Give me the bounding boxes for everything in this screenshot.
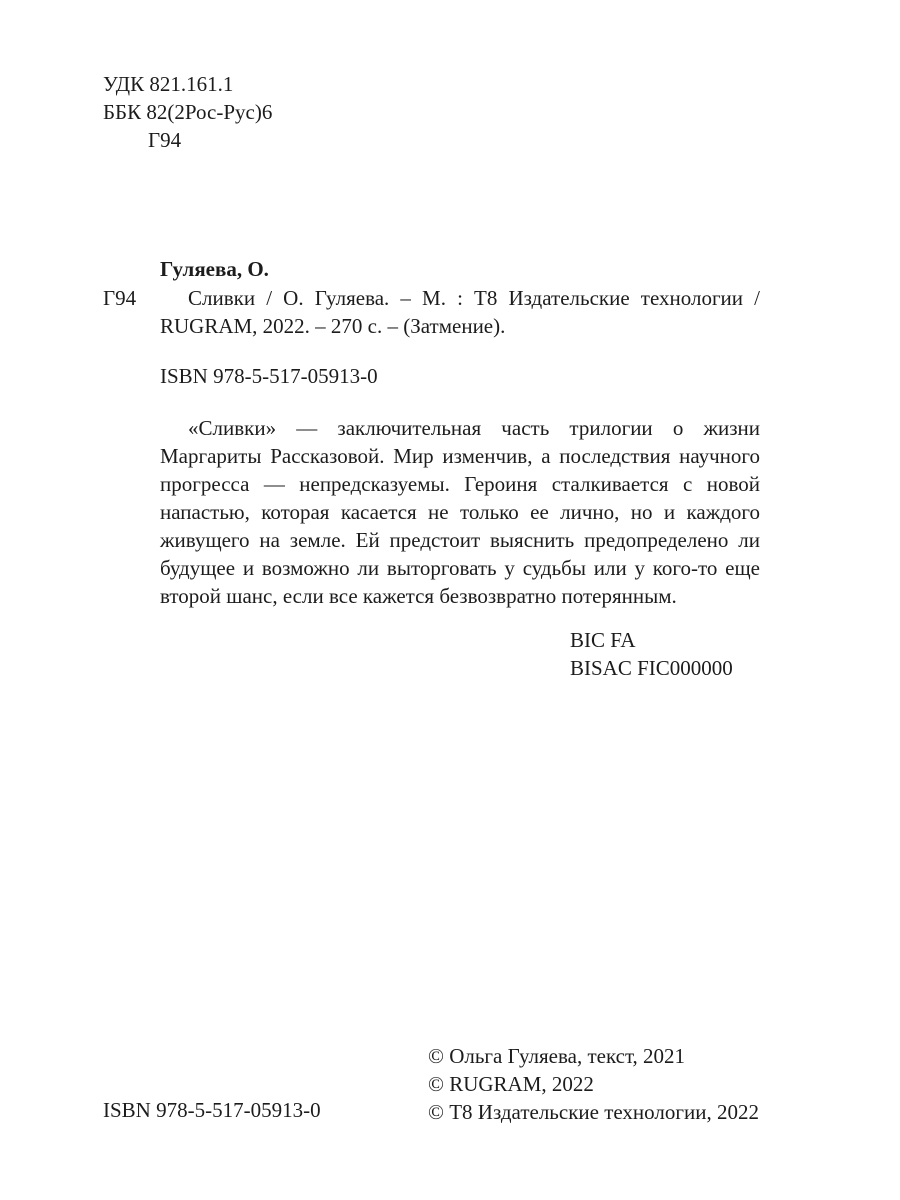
copyright-rugram: © RUGRAM, 2022 bbox=[428, 1072, 594, 1096]
author-sign: Г94 bbox=[103, 286, 137, 310]
isbn-main: ISBN 978-5-517-05913-0 bbox=[160, 364, 378, 388]
bibliographic-description: Сливки / О. Гуляева. – М. : Т8 Издательские технологии / RUGRAM, 2022. – 270 с. – (Затмение). bbox=[160, 286, 760, 338]
copyright-t8: © Т8 Издательские технологии, 2022 bbox=[428, 1100, 759, 1124]
bisac-code: BISAC FIC000000 bbox=[570, 656, 733, 680]
bbk-code: ББК 82(2Рос-Рус)6 bbox=[103, 100, 273, 124]
udk-code: УДК 821.161.1 bbox=[103, 72, 234, 96]
copyright-block bbox=[428, 1042, 848, 1126]
bic-code: BIC FA bbox=[570, 628, 636, 652]
author-sign-top: Г94 bbox=[148, 128, 182, 152]
annotation-text: «Сливки» — заключительная часть трилогии о жизни Маргариты Рассказовой. Мир изменчив, а последствия научного прогресса — непредсказуемы. Героиня сталкивается с новой напастью, которая касается не только ее лично, но и каждого живущего на земле. Ей предстоит выяснить предопределено ли будущее и возможно ли выторговать у судьбы или у кого-то еще второй шанс, если все кажется безвозвратно потерянным. bbox=[160, 416, 760, 608]
author-heading: Гуляева, О. bbox=[160, 257, 269, 281]
copyright-author: © Ольга Гуляева, текст, 2021 bbox=[428, 1044, 686, 1068]
isbn-footer: ISBN 978-5-517-05913-0 bbox=[103, 1098, 321, 1122]
